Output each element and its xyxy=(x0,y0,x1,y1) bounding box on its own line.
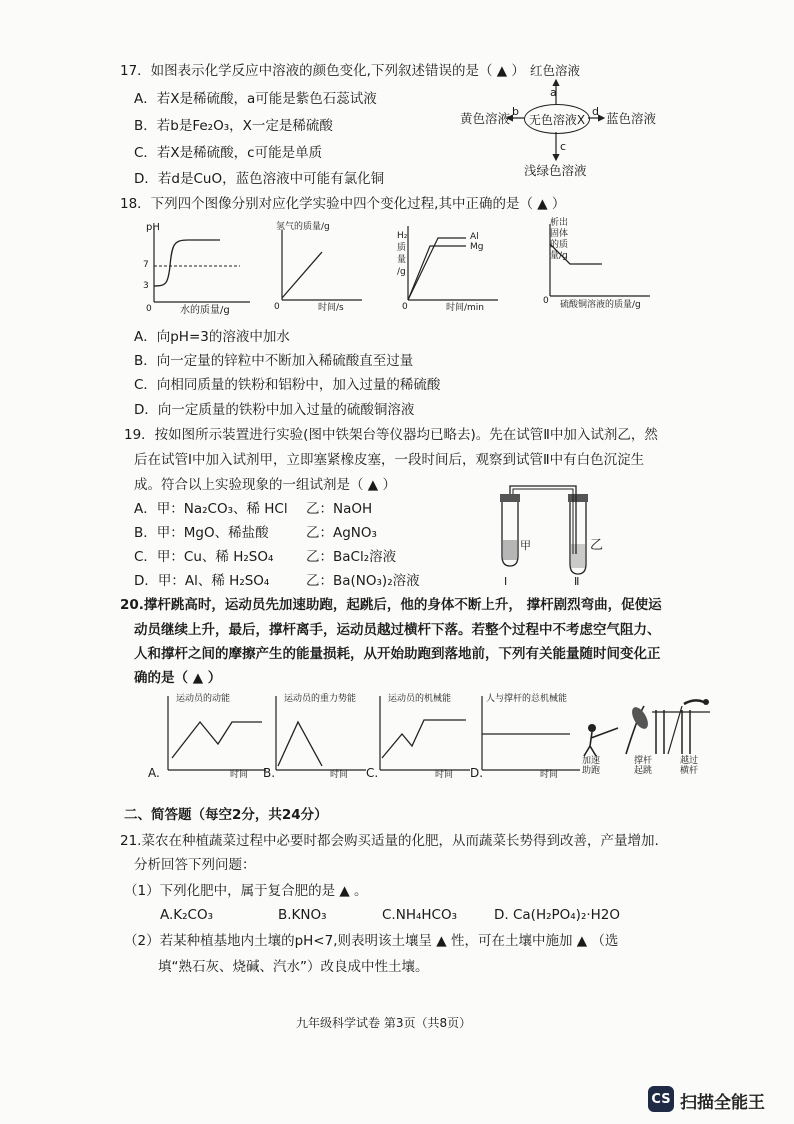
g1-tick3: 3 xyxy=(143,281,149,291)
q20-line-3: 人和撑杆之间的摩擦产生的能量损耗，从开始助跑到落地前，下列有关能量随时间变化正 xyxy=(134,646,661,662)
q19-option-d-jia: D．甲：Al、稀 H₂SO₄ xyxy=(134,573,270,589)
q17-stem: 17．如图表示化学反应中溶液的颜色变化,下列叙述错误的是（ ▲ ） xyxy=(120,63,525,79)
stage-label: 越过 xyxy=(680,756,699,766)
page-footer: 九年级科学试卷 第3页（共8页） xyxy=(296,1016,472,1030)
g3-ylabel-line: 量 xyxy=(397,255,407,265)
label-b: b xyxy=(512,105,519,118)
q17-arrows xyxy=(0,0,794,200)
diagram-left-yellow: 黄色溶液 xyxy=(460,111,511,126)
g2-ylabel: 氢气的质量/g xyxy=(276,222,330,232)
stage-takeoff xyxy=(634,756,652,776)
q20-line-1: 20.撑杆跳高时，运动员先加速助跑，起跳后，他的身体不断上升， 撑杆剧烈弯曲，促使运 xyxy=(120,597,662,613)
q19-option-b-jia: B．甲：MgO、稀盐酸 xyxy=(134,525,269,541)
q20-graph-b-plot xyxy=(270,696,370,776)
q18-option-c: C．向相同质量的铁粉和铝粉中，加入过量的稀硫酸 xyxy=(134,377,441,393)
center-label: 无色溶液X xyxy=(528,112,586,127)
q20-c-ylabel: 运动员的机械能 xyxy=(388,694,452,704)
q21-option-d: D. Ca(H₂PO₄)₂·H2O xyxy=(494,907,621,923)
q19-option-c-jia: C．甲：Cu、稀 H₂SO₄ xyxy=(134,549,274,565)
q20-b-letter: B. xyxy=(263,766,276,780)
q17-option-d: D．若d是CuO，蓝色溶液中可能有氯化铜 xyxy=(134,171,385,187)
g3-ylabel-line: /g xyxy=(397,267,406,277)
g4-ylabel-line: 的质 xyxy=(550,240,569,250)
q20-b-ylabel: 运动员的重力势能 xyxy=(284,694,357,704)
q18-option-b: B．向一定量的锌粒中不断加入稀硫酸直至过量 xyxy=(134,353,414,369)
q21-sub-1: （1）下列化肥中，属于复合肥的是 ▲ 。 xyxy=(124,883,368,899)
q20-a-letter: A. xyxy=(148,766,160,780)
g4-ylabel xyxy=(550,218,568,262)
stage-label: 加速 xyxy=(582,756,601,766)
stage-clear-bar xyxy=(680,756,698,776)
q19-option-d-yi: 乙：Ba(NO₃)₂溶液 xyxy=(306,573,420,589)
q19-option-a-yi: 乙：NaOH xyxy=(306,501,373,517)
q19-option-c-yi: 乙：BaCl₂溶液 xyxy=(306,549,397,565)
diagram-center-x xyxy=(524,104,590,134)
q19-line-3: 成。符合以上实验现象的一组试剂是（ ▲ ） xyxy=(134,477,396,493)
q18-option-a: A．向pH=3的溶液中加水 xyxy=(134,329,290,345)
q20-graph-c-plot xyxy=(374,696,474,776)
label-jia: 甲 xyxy=(520,539,531,552)
q20-a-xlabel: 时间 xyxy=(230,770,249,780)
q20-line-4: 确的是（ ▲ ） xyxy=(134,670,222,686)
q20-line-2: 动员继续上升，最后，撑杆离手，运动员越过横杆下落。若整个过程中不考虑空气阻力、 xyxy=(134,622,661,638)
q20-d-xlabel: 时间 xyxy=(540,770,559,780)
q17-option-c: C．若X是稀硫酸，c可能是单质 xyxy=(134,145,323,161)
g2-xlabel: 时间/s xyxy=(318,303,344,313)
g3-xlabel: 时间/min xyxy=(446,303,485,313)
g3-line-al: Al xyxy=(470,232,479,242)
q20-c-letter: C. xyxy=(366,766,379,780)
q20-b-xlabel: 时间 xyxy=(330,770,349,780)
q20-a-ylabel: 运动员的动能 xyxy=(176,694,231,704)
stage-label: 起跳 xyxy=(634,766,653,776)
q20-graph-d-plot xyxy=(476,696,586,776)
q19-line-2: 后在试管Ⅰ中加入试剂甲，立即塞紧橡皮塞，一段时间后，观察到试管Ⅱ中有白色沉淀生 xyxy=(134,452,645,468)
diagram-top-red: 红色溶液 xyxy=(530,63,581,78)
g3-ylabel-line: 质 xyxy=(397,243,407,253)
q21-option-a: A.K₂CO₃ xyxy=(160,907,214,923)
g4-origin: 0 xyxy=(543,296,549,306)
q20-graph-a-plot xyxy=(162,696,272,776)
q17-option-a: A．若X是稀硫酸，a可能是紫色石蕊试液 xyxy=(134,91,377,107)
label-tube-2: Ⅱ xyxy=(574,575,580,588)
q21-sub-2a: （2）若某种植基地内土壤的pH<7,则表明该土壤呈 ▲ 性，可在土壤中施加 ▲ （选 xyxy=(124,933,619,949)
section-2-title: 二、简答题（每空2分，共24分） xyxy=(124,807,328,823)
q18-option-d: D．向一定质量的铁粉中加入过量的硫酸铜溶液 xyxy=(134,402,415,418)
q19-line-1: 19．按如图所示装置进行实验(图中铁架台等仪器均已略去)。先在试管Ⅱ中加入试剂乙，然 xyxy=(124,427,658,443)
g4-ylabel-line: 量/g xyxy=(550,251,568,261)
g4-xlabel: 硫酸铜溶液的质量/g xyxy=(560,300,641,310)
label-yi: 乙 xyxy=(590,538,604,553)
q21-option-c: C.NH₄HCO₃ xyxy=(382,907,457,923)
q21-line-1: 21.菜农在种植蔬菜过程中必要时都会购买适量的化肥，从而蔬菜长势得到改善，产量增加. xyxy=(120,833,659,849)
stage-label: 撑杆 xyxy=(634,756,653,766)
stage-label: 助跑 xyxy=(582,766,601,776)
diagram-right-blue: 蓝色溶液 xyxy=(606,111,657,126)
label-c: c xyxy=(560,140,567,153)
g1-ylabel: pH xyxy=(146,222,160,233)
g1-origin: 0 xyxy=(146,304,152,314)
label-a: a xyxy=(550,86,557,99)
g3-ylabel-line: H₂ xyxy=(397,231,408,241)
q21-option-b: B.KNO₃ xyxy=(278,907,327,923)
diagram-bottom-green: 浅绿色溶液 xyxy=(524,163,587,178)
g1-xlabel: 水的质量/g xyxy=(180,305,230,316)
q19-option-b-yi: 乙：AgNO₃ xyxy=(306,525,377,541)
g3-origin: 0 xyxy=(402,302,408,312)
q21-sub-2b: 填“熟石灰、烧碱、汽水”）改良成中性土壤。 xyxy=(158,959,429,975)
q19-option-a-jia: A．甲：Na₂CO₃、稀 HCl xyxy=(134,501,288,517)
stage-run-up xyxy=(582,756,600,776)
q20-d-ylabel: 人与撑杆的总机械能 xyxy=(486,694,568,704)
g4-ylabel-line: 析出 xyxy=(550,218,569,228)
camscanner-watermark: 扫描全能王 xyxy=(680,1093,765,1113)
q20-c-xlabel: 时间 xyxy=(435,770,454,780)
stage-label: 横杆 xyxy=(680,766,699,776)
g2-origin: 0 xyxy=(274,302,280,312)
g4-ylabel-line: 固体 xyxy=(550,229,569,239)
label-tube-1: Ⅰ xyxy=(504,575,508,588)
g1-tick7: 7 xyxy=(143,260,149,270)
q17-option-b: B．若b是Fe₂O₃，X一定是稀硫酸 xyxy=(134,118,333,134)
label-d: d xyxy=(592,105,599,118)
q21-line-2: 分析回答下列问题： xyxy=(134,857,256,873)
q20-d-letter: D. xyxy=(470,766,484,780)
q18-stem: 18．下列四个图像分别对应化学实验中四个变化过程,其中正确的是（ ▲ ） xyxy=(120,196,566,212)
g3-ylabel xyxy=(397,230,407,278)
g3-line-mg: Mg xyxy=(470,242,484,252)
camscanner-logo-icon: CS xyxy=(648,1086,674,1112)
